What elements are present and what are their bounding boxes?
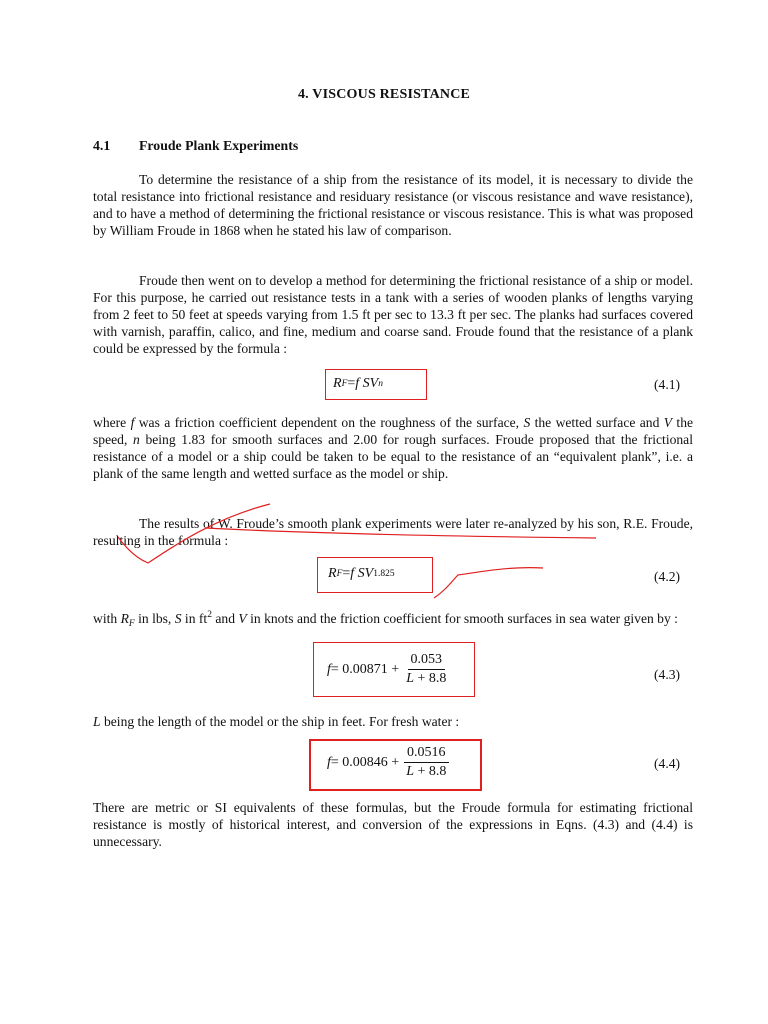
paragraph-7: There are metric or SI equivalents of these formulas, but the Froude formula for estimating frictional resistance is mostly of historical interest, and conversion of the expressions in Eqns. (4.3) and (4.4) is unnecessary.	[93, 800, 693, 849]
paragraph-6: L being the length of the model or the ship in feet. For fresh water :	[93, 714, 460, 729]
paragraph-5: with $R_F$ in lbs, S in $ft^2$ and V in knots and the friction coefficient for smooth surfaces in sea water given by :	[93, 610, 678, 629]
paragraph-3: where f was a friction coefficient dependent on the roughness of the surface, S the wetted surface and V the speed, n being 1.83 for smooth surfaces and 2.00 for rough surfaces. Froude proposed that the frictional resistance of a model or a ship could be taken to be equal to the resistance of an “equivalent plank”, i.e. a plank of the same length and wetted surface as the model or ship.	[93, 415, 694, 481]
equation-number-4-1: (4.1)	[654, 377, 681, 392]
equation-number-4-4: (4.4)	[654, 756, 681, 771]
equation-number-4-3: (4.3)	[654, 667, 681, 682]
paragraph-1: To determine the resistance of a ship from the resistance of its model, it is necessary to divide the total resistance into frictional resistance and residuary resistance (or viscous resistance and wave resistance), and to have a method of determining the frictional resistance or viscous resistance. This is what was proposed by William Froude in 1868 when he stated his law of comparison.	[93, 172, 693, 238]
equation-4-4: f = 0.00846 + $\frac{0.0516}{L + 8.8}$	[327, 745, 449, 780]
fraction-4-3: $\frac{0.053}{L + 8.8}$	[406, 652, 447, 686]
section-title: Froude Plank Experiments	[139, 138, 299, 153]
paragraph-4: The results of W. Froude’s smooth plank experiments were later re-analyzed by his son, R.E. Froude, resulting in the formula :	[93, 516, 693, 548]
fraction-4-4: $\frac{0.0516}{L + 8.8}$	[403, 745, 449, 780]
chapter-title: 4. VISCOUS RESISTANCE	[297, 87, 471, 102]
section-number: 4.1	[93, 138, 111, 153]
paragraph-2: Froude then went on to develop a method for determining the frictional resistance of a ship or model. For this purpose, he carried out resistance tests in a tank with a series of wooden planks of lengths varying from 2 feet to 50 feet at speeds varying from 1.5 ft per sec to 13.3 ft per sec. The planks had surfaces covered with varnish, paraffin, calico, and fine, medium and coarse sand. Froude found that the resistance of a plank could be expressed by the formula :	[93, 273, 693, 356]
equation-4-1: R F = f S V n	[333, 376, 383, 391]
arrow-stroke	[434, 568, 543, 598]
equation-4-3: f = 0.00871 + $\frac{0.053}{L + 8.8}$	[327, 652, 449, 687]
equation-number-4-2: (4.2)	[654, 569, 681, 584]
section-heading	[93, 138, 298, 154]
equation-4-2: R F = f S V 1.825	[328, 566, 395, 581]
